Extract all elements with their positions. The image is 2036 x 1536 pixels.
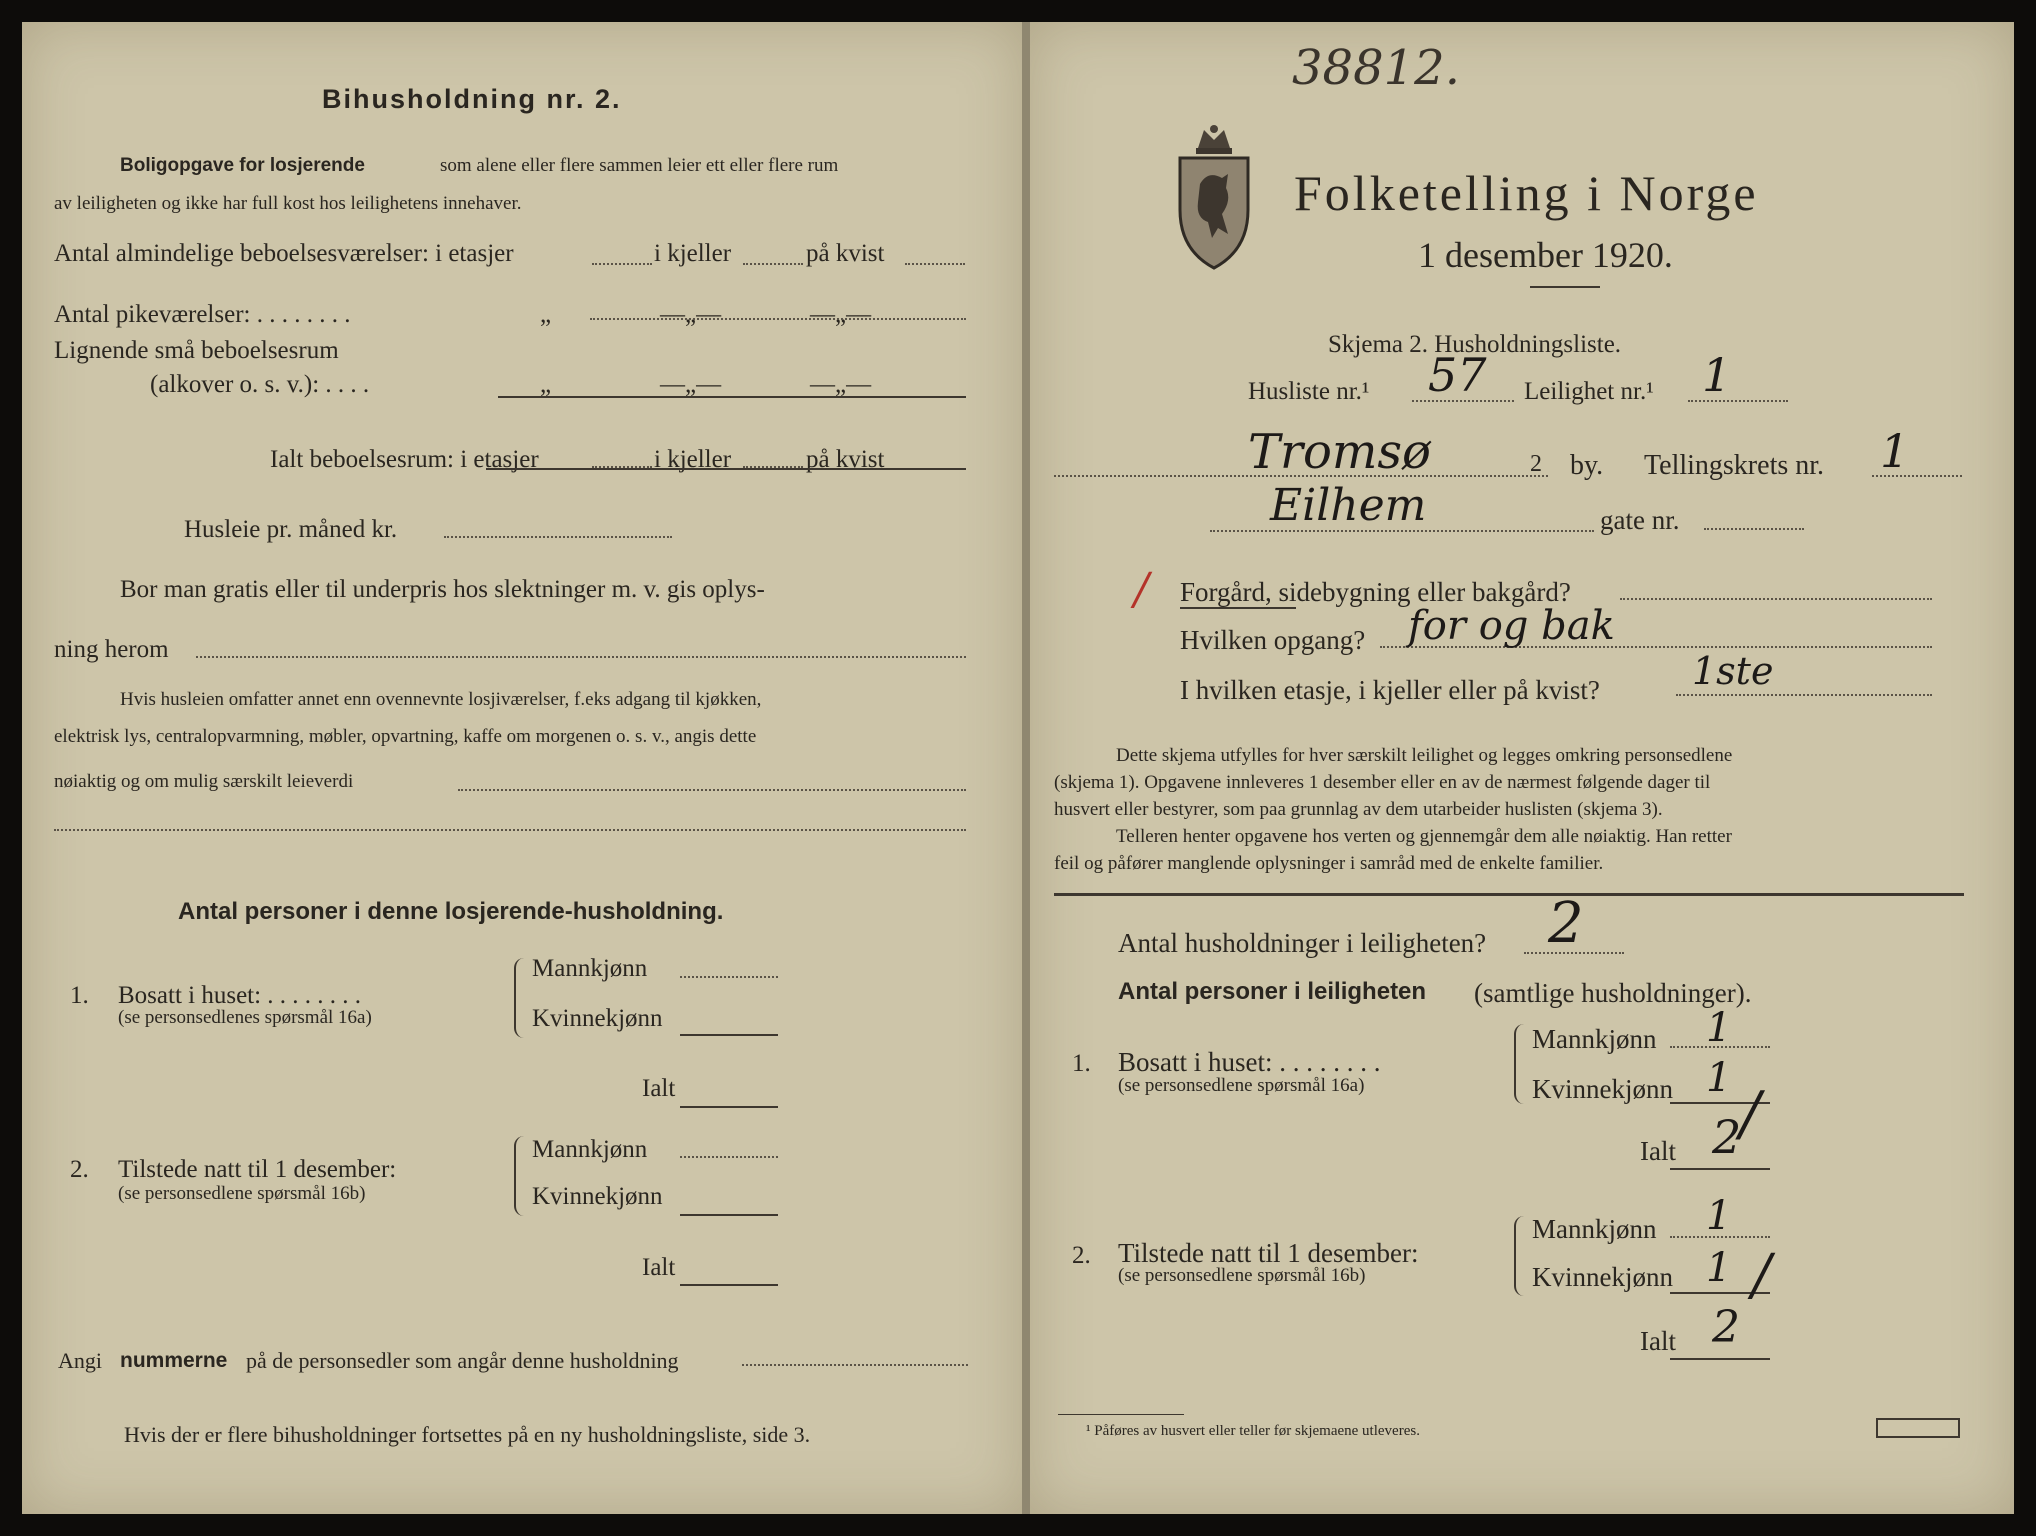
row2-mark-2: —„— <box>660 301 722 328</box>
right-q2-mann: Mannkjønn <box>1532 1214 1657 1244</box>
note-line3: husvert eller bestyrer, som paa grunnlag av dem utarbeider huslisten (skjema 3). <box>1054 799 1663 820</box>
etasje-value: 1ste <box>1692 649 1774 693</box>
city-line <box>1054 475 1548 477</box>
left-footer: Hvis der er flere bihusholdninger fortsettes på en ny husholdningsliste, side 3. <box>124 1422 811 1447</box>
right-q2-num: 2. <box>1072 1242 1091 1269</box>
angi-a: Angi <box>58 1348 102 1373</box>
right-q2-check-mark: / <box>1752 1243 1771 1308</box>
angi-b: nummerne <box>120 1349 228 1372</box>
ialt-line <box>486 468 966 470</box>
gate-line <box>1704 528 1804 530</box>
street-line <box>1210 530 1594 532</box>
intro-rest: som alene eller flere sammen leier ett eller flere rum <box>440 155 839 176</box>
forgard-label: Forgård, sidebygning eller bakgård? <box>1180 577 1571 607</box>
left-q1-mann-line <box>680 976 778 978</box>
by-label: by. <box>1570 450 1604 481</box>
forgard-underline <box>1180 607 1296 609</box>
hvis-line1: Hvis husleien omfatter annet enn ovennevnte losjiværelser, f.eks adgang til kjøkken, <box>120 689 762 710</box>
note-line4: Telleren henter opgavene hos verten og gjennemgår dem alle nøiaktig. Han retter <box>1116 826 1732 847</box>
city-mark: 2 <box>1530 451 1542 477</box>
left-q2-label: Tilstede natt til 1 desember: <box>118 1156 397 1183</box>
row2-label: Antal pikeværelser: . . . . . . . . <box>54 301 351 328</box>
note-line2: (skjema 1). Opgavene innleveres 1 desember eller en av de nærmest følgende dager til <box>1054 772 1711 793</box>
printer-mark <box>1876 1418 1960 1438</box>
footnote-rule <box>1058 1414 1184 1415</box>
left-q1-label: Bosatt i huset: . . . . . . . . <box>118 982 362 1009</box>
ialt-label: Ialt beboelsesrum: i etasjer <box>270 446 539 473</box>
row2-mark-1: „ <box>540 301 552 328</box>
etasje-label: I hvilken etasje, i kjeller eller på kvist? <box>1180 675 1600 705</box>
husliste-value: 57 <box>1428 348 1487 402</box>
right-q1-mann: Mannkjønn <box>1532 1024 1657 1054</box>
left-q1-kvinne-line <box>680 1034 778 1036</box>
right-q2-label: Tilstede natt til 1 desember: <box>1118 1238 1419 1268</box>
right-q2-ialt: Ialt <box>1640 1326 1676 1356</box>
ialt-kvist: på kvist <box>806 446 885 473</box>
left-q1-kvinne: Kvinnekjønn <box>532 1005 663 1032</box>
row1-kjeller: i kjeller <box>654 240 732 267</box>
right-q1-brace <box>1514 1024 1532 1104</box>
husleie-label: Husleie pr. måned kr. <box>184 516 398 543</box>
leieverdi-line <box>458 789 966 791</box>
left-q1-num: 1. <box>70 982 89 1009</box>
row3-mark-2: —„— <box>660 371 722 398</box>
date-underline <box>1530 286 1600 288</box>
angi-line <box>742 1364 968 1366</box>
husliste-label: Husliste nr.¹ <box>1248 378 1370 405</box>
left-q2-mann-line <box>680 1156 778 1158</box>
schema-label: Skjema 2. Husholdningsliste. <box>1328 331 1622 358</box>
left-q2-brace <box>514 1136 532 1216</box>
left-q1-mann: Mannkjønn <box>532 955 648 982</box>
left-q1-ialt-line <box>680 1106 778 1108</box>
opgang-value: for og bak <box>1408 603 1615 649</box>
right-q1-kvinne: Kvinnekjønn <box>1532 1074 1673 1104</box>
left-q1-sub: (se personsedlenes spørsmål 16a) <box>118 1007 372 1028</box>
angi-c: på de personsedler som angår denne husholdning <box>246 1348 679 1373</box>
antal-pers-bold: Antal personer i leiligheten <box>1118 978 1427 1005</box>
left-antal-heading: Antal personer i denne losjerende-husholdning. <box>178 898 724 925</box>
row1-kvist: på kvist <box>806 240 885 267</box>
gratis-line2: ning herom <box>54 636 169 663</box>
stamp-number: 38812. <box>1292 40 1460 96</box>
opgang-label: Hvilken opgang? <box>1180 625 1366 655</box>
left-q2-ialt: Ialt <box>642 1254 676 1281</box>
antal-hush-value: 2 <box>1548 891 1584 956</box>
row3-label-a: Lignende små beboelsesrum <box>54 337 339 364</box>
forgard-mark: / <box>1134 564 1149 615</box>
husleie-line <box>444 536 672 538</box>
footnote: ¹ Påføres av husvert eller teller før skjemaene utleveres. <box>1086 1423 1420 1439</box>
right-q1-num: 1. <box>1072 1050 1091 1077</box>
left-q1-brace <box>514 958 532 1038</box>
intro-line2: av leiligheten og ikke har full kost hos leilighetens innehaver. <box>54 193 522 214</box>
right-date: 1 desember 1920. <box>1418 235 1673 275</box>
tellingskrets-label: Tellingskrets nr. <box>1644 450 1825 481</box>
antal-pers-rest: (samtlige husholdninger). <box>1474 978 1752 1008</box>
city-value: Tromsø <box>1248 424 1431 480</box>
row2-mark-3: —„— <box>810 301 872 328</box>
right-q2-ialt-line <box>1670 1358 1770 1360</box>
row1-label: Antal almindelige beboelsesværelser: i etasjer <box>54 240 514 267</box>
row3-mark-1: „ <box>540 371 552 398</box>
right-q1-kvinne-value: 1 <box>1706 1055 1732 1101</box>
right-q1-sub: (se personsedlene spørsmål 16a) <box>1118 1075 1365 1096</box>
row1-kjeller-line <box>743 263 803 265</box>
row3-mark-3: —„— <box>810 371 872 398</box>
right-q1-ialt-line <box>1670 1168 1770 1170</box>
left-q2-kvinne-line <box>680 1214 778 1216</box>
gate-label: gate nr. <box>1600 505 1680 535</box>
hvis-line3: nøiaktig og om mulig særskilt leieverdi <box>54 771 354 792</box>
row2-line <box>590 318 966 320</box>
right-q1-label: Bosatt i huset: . . . . . . . . <box>1118 1047 1381 1077</box>
etasje-line <box>1676 694 1932 696</box>
right-q2-ialt-value: 2 <box>1712 1302 1740 1353</box>
intro-bold: Boligopgave for losjerende <box>120 155 365 176</box>
antal-hush-label: Antal husholdninger i leiligheten? <box>1118 928 1487 958</box>
note-line1: Dette skjema utfylles for hver særskilt leilighet og legges omkring personsedlene <box>1116 745 1733 766</box>
left-q2-mann: Mannkjønn <box>532 1136 648 1163</box>
right-section-rule <box>1054 893 1964 896</box>
left-title: Bihusholdning nr. 2. <box>322 84 622 114</box>
left-q2-num: 2. <box>70 1156 89 1183</box>
street-value: Eilhem <box>1270 480 1427 531</box>
right-q2-kvinne-value: 1 <box>1706 1245 1732 1291</box>
coat-of-arms-icon <box>1172 122 1256 270</box>
forgard-line <box>1620 598 1932 600</box>
right-title: Folketelling i Norge <box>1294 165 1759 221</box>
leilighet-value: 1 <box>1702 348 1732 402</box>
right-q1-ialt: Ialt <box>1640 1136 1676 1166</box>
tellingskrets-value: 1 <box>1880 424 1910 478</box>
row3-line <box>498 396 966 398</box>
row3-label-b: (alkover o. s. v.): . . . . <box>150 371 370 398</box>
left-q1-ialt: Ialt <box>642 1075 676 1102</box>
right-q2-kvinne: Kvinnekjønn <box>1532 1262 1673 1292</box>
left-q2-kvinne: Kvinnekjønn <box>532 1183 663 1210</box>
left-q2-sub: (se personsedlene spørsmål 16b) <box>118 1183 366 1204</box>
leilighet-label: Leilighet nr.¹ <box>1524 378 1654 405</box>
right-q1-ialt-value: 2 <box>1712 1110 1742 1164</box>
note-line5: feil og påfører manglende oplysninger i samråd med de enkelte familier. <box>1054 853 1604 874</box>
gratis-line1: Bor man gratis eller til underpris hos slektninger m. v. gis oplys- <box>120 576 765 603</box>
right-q2-brace <box>1514 1216 1532 1296</box>
leieverdi-line-2 <box>54 829 966 831</box>
right-q1-check-mark: / <box>1740 1079 1761 1149</box>
row1-kvist-line <box>905 263 965 265</box>
gratis-line <box>196 656 966 658</box>
page-fold <box>1022 22 1030 1514</box>
right-q2-mann-value: 1 <box>1706 1193 1732 1239</box>
right-q1-mann-value: 1 <box>1706 1005 1732 1051</box>
row1-etasjer-line <box>592 263 652 265</box>
right-q2-sub: (se personsedlene spørsmål 16b) <box>1118 1265 1366 1286</box>
hvis-line2: elektrisk lys, centralopvarmning, møbler, opvartning, kaffe om morgenen o. s. v., angis dette <box>54 726 757 747</box>
ialt-kjeller: i kjeller <box>654 446 732 473</box>
left-q2-ialt-line <box>680 1284 778 1286</box>
